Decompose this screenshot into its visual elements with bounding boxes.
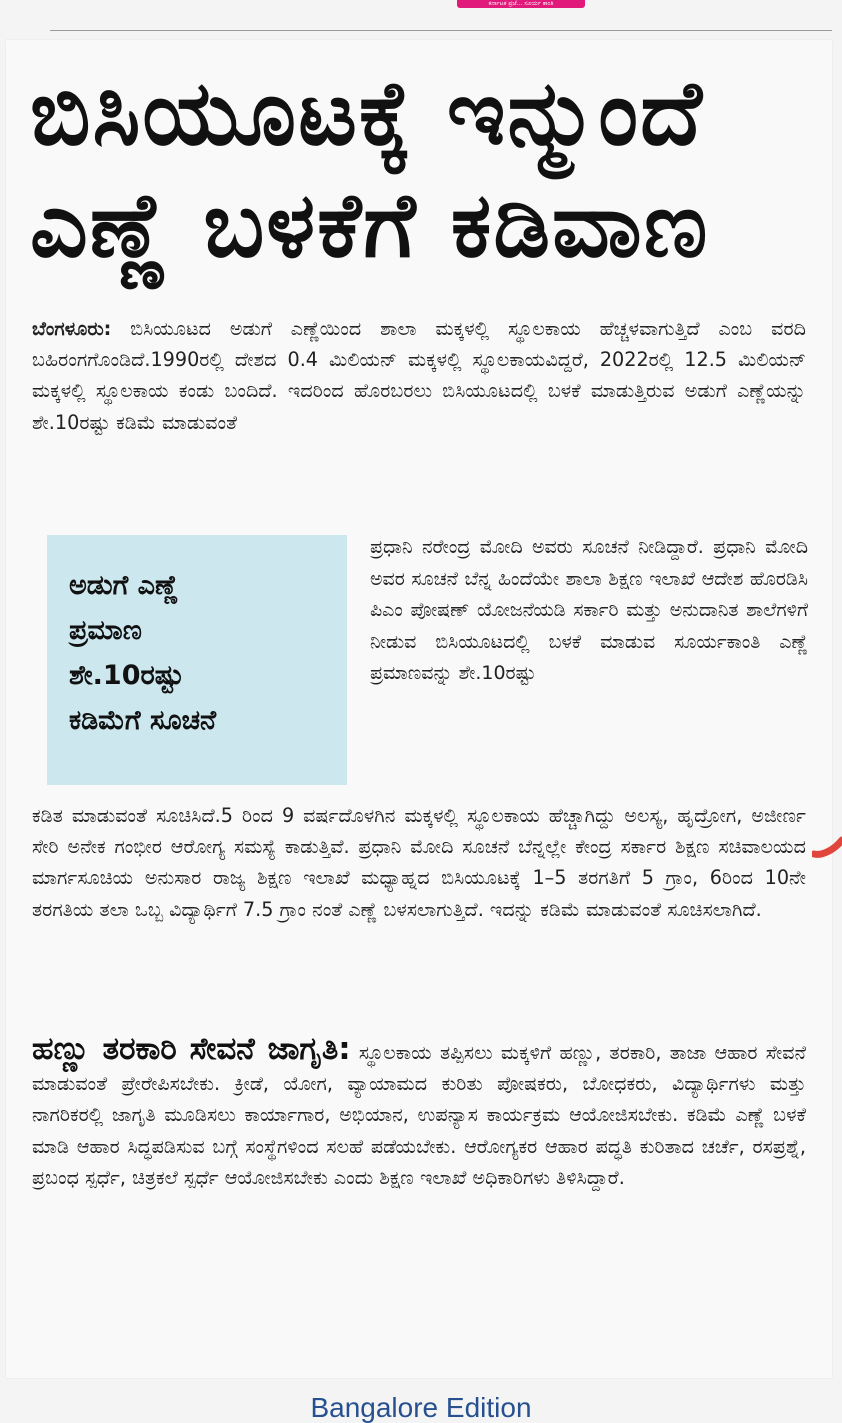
subheading: ಹಣ್ಣು ತರಕಾರಿ ಸೇವನೆ ಜಾಗೃತಿ: xyxy=(32,1031,351,1067)
paragraph-1-text: ಬಿಸಿಯೂಟದ ಅಡುಗೆ ಎಣ್ಣೆಯಿಂದ ಶಾಲಾ ಮಕ್ಕಳಲ್ಲಿ ಸ್ಥೂಲಕಾಯ ಹೆಚ್ಚಳವಾಗುತ್ತಿದೆ ಎಂಬ ವರದಿ ಬಹಿರಂಗಗೊಂಡಿದೆ.1990ರಲ್ಲಿ ದೇಶದ 0.4 ಮಿಲಿಯನ್ ಮಕ್ಕಳಲ್ಲಿ ಸ್ಥೂಲಕಾಯವಿದ್ದರೆ, 2022ರಲ್ಲಿ 12.5 ಮಿಲಿಯನ್ ಮಕ್ಕಳಲ್ಲಿ ಸ್ಥೂಲಕಾಯ ಕಂಡು ಬಂದಿದೆ. ಇದರಿಂದ ಹೊರಬರಲು ಬಿಸಿಯೂಟದಲ್ಲಿ ಬಳಕೆ ಮಾಡುತ್ತಿರುವ ಅಡುಗೆ ಎಣ್ಣೆಯನ್ನು ಶೇ.10ರಷ್ಟು ಕಡಿಮೆ ಮಾಡುವಂತೆ xyxy=(32,317,806,434)
highlight-box xyxy=(47,535,347,785)
highlight-line-4: ಕಡಿಮೆಗೆ ಸೂಚನೆ xyxy=(69,705,217,736)
highlight-line-3: ಶೇ.10ರಷ್ಟು xyxy=(69,660,184,691)
article-section-3 xyxy=(32,1031,806,1193)
top-bar xyxy=(0,0,842,30)
red-pen-mark xyxy=(812,836,842,858)
highlight-text xyxy=(69,563,216,743)
article-paragraph-2: ಕಡಿತ ಮಾಡುವಂತೆ ಸೂಚಿಸಿದೆ.5 ರಿಂದ 9 ವರ್ಷದೊಳಗಿನ ಮಕ್ಕಳಲ್ಲಿ ಸ್ಥೂಲಕಾಯ ಹೆಚ್ಚಾಗಿದ್ದು ಅಲಸ್ಯ, ಹೃದ್ರೋಗ, ಅಜೀರ್ಣ ಸೇರಿ ಅನೇಕ ಗಂಭೀರ ಆರೋಗ್ಯ ಸಮಸ್ಯೆ ಕಾಡುತ್ತಿವೆ. ಪ್ರಧಾನಿ ಮೋದಿ ಸೂಚನೆ ಬೆನ್ನಲ್ಲೇ ಕೇಂದ್ರ ಸರ್ಕಾರ ಶಿಕ್ಷಣ ಸಚಿವಾಲಯದ ಮಾರ್ಗಸೂಚಿಯ ಅನುಸಾರ ರಾಜ್ಯ ಶಿಕ್ಷಣ ಇಲಾಖೆ ಮಧ್ಯಾಹ್ನದ ಬಿಸಿಯೂಟಕ್ಕೆ 1–5 ತರಗತಿಗೆ 5 ಗ್ರಾಂ, 6ರಿಂದ 10ನೇ ತರಗತಿಯ ತಲಾ ಒಬ್ಬ ವಿದ್ಯಾರ್ಥಿಗೆ 7.5 ಗ್ರಾಂ ನಂತೆ ಎಣ್ಣೆ ಬಳಸಲಾಗುತ್ತಿದೆ. ಇದನ್ನು ಕಡಿಮೆ ಮಾಡುವಂತೆ ಸೂಚಿಸಲಾಗಿದೆ. xyxy=(32,804,806,921)
top-divider xyxy=(50,30,832,31)
paragraph-3-text: ಸ್ಥೂಲಕಾಯ ತಪ್ಪಿಸಲು ಮಕ್ಕಳಿಗೆ ಹಣ್ಣು, ತರಕಾರಿ, ತಾಜಾ ಆಹಾರ ಸೇವನೆ ಮಾಡುವಂತೆ ಪ್ರೇರೇಪಿಸಬೇಕು. ಕ್ರೀಡೆ, ಯೋಗ, ವ್ಯಾಯಾಮದ ಕುರಿತು ಪೋಷಕರು, ಬೋಧಕರು, ವಿದ್ಯಾರ್ಥಿಗಳು ಮತ್ತು ನಾಗರಿಕರಲ್ಲಿ ಜಾಗೃತಿ ಮೂಡಿಸಲು ಕಾರ್ಯಾಗಾರ, ಅಭಿಯಾನ, ಉಪನ್ಯಾಸ ಕಾರ್ಯಕ್ರಮ ಆಯೋಜಿಸಬೇಕು. ಕಡಿಮೆ ಎಣ್ಣೆ ಬಳಕೆ ಮಾಡಿ ಆಹಾರ ಸಿದ್ಧಪಡಿಸುವ ಬಗ್ಗೆ ಸಂಸ್ಥೆಗಳಿಂದ ಸಲಹೆ ಪಡೆಯಬೇಕು. ಆರೋಗ್ಯಕರ ಆಹಾರ ಪದ್ಧತಿ ಕುರಿತಾದ ಚರ್ಚೆ, ರಸಪ್ರಶ್ನೆ, ಪ್ರಬಂಧ ಸ್ಪರ್ಧೆ, ಚಿತ್ರಕಲೆ ಸ್ಪರ್ಧೆ ಆಯೋಜಿಸಬೇಕು ಎಂದು ಶಿಕ್ಷಣ ಇಲಾಖೆ ಅಧಿಕಾರಿಗಳು ತಿಳಿಸಿದ್ದಾರೆ. xyxy=(32,1041,806,1189)
dateline: ಬೆಂಗಳೂರು: xyxy=(32,317,112,340)
headline xyxy=(30,58,820,282)
edition-caption: Bangalore Edition xyxy=(310,1392,532,1423)
headline-line-1: ಬಿಸಿಯೂಟಕ್ಕೆ ಇನ್ಮುಂದೆ xyxy=(30,61,704,166)
newspaper-logo: ಕರ್ನಾಟಕ ಪ್ರಜೆ... ಸೂರ್ಯ ಕಾಂತಿ xyxy=(457,0,585,8)
headline-line-2: ಎಣ್ಣೆ ಬಳಕೆಗೆ ಕಡಿವಾಣ xyxy=(30,173,710,278)
article-paragraph-right-column: ಪ್ರಧಾನಿ ನರೇಂದ್ರ ಮೋದಿ ಅವರು ಸೂಚನೆ ನೀಡಿದ್ದಾರೆ. ಪ್ರಧಾನಿ ಮೋದಿ ಅವರ ಸೂಚನೆ ಬೆನ್ನ ಹಿಂದೆಯೇ ಶಾಲಾ ಶಿಕ್ಷಣ ಇಲಾಖೆ ಆದೇಶ ಹೊರಡಿಸಿ ಪಿಎಂ ಪೋಷಣ್ ಯೋಜನೆಯಡಿ ಸರ್ಕಾರಿ ಮತ್ತು ಅನುದಾನಿತ ಶಾಲೆಗಳಿಗೆ ನೀಡುವ ಬಿಸಿಯೂಟದಲ್ಲಿ ಬಳಕೆ ಮಾಡುವ ಸೂರ್ಯಕಾಂತಿ ಎಣ್ಣೆ ಪ್ರಮಾಣವನ್ನು ಶೇ.10ರಷ್ಟು xyxy=(370,536,808,684)
highlight-line-2: ಪ್ರಮಾಣ xyxy=(69,615,142,646)
article-paragraph-1 xyxy=(32,313,806,438)
highlight-line-1: ಅಡುಗೆ ಎಣ್ಣೆ xyxy=(69,570,179,601)
